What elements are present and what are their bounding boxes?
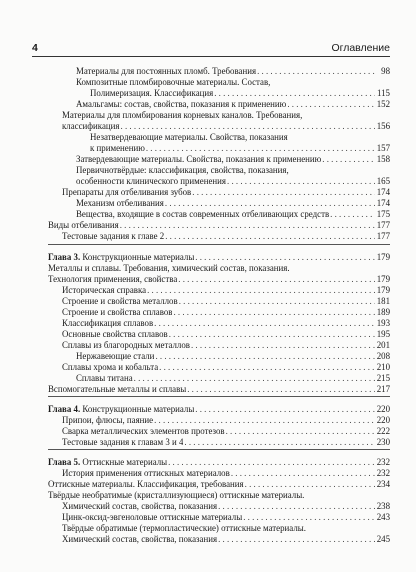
toc-entry-text: Твёрдые обратимые (термопластические) оттискные материалы. <box>62 523 306 533</box>
dot-leader <box>147 285 375 296</box>
toc-entry-text: Строение и свойства металлов <box>62 296 178 306</box>
toc-page-number: 165 <box>376 176 390 186</box>
toc-page-number: 232 <box>376 457 390 467</box>
toc-entry-title <box>48 220 119 231</box>
toc-entry-text: Химический состав, свойства, показания <box>62 501 218 511</box>
toc-entry-text: Твёрдые необратимые (кристаллизующиеся) оттискные материалы. <box>48 490 305 500</box>
toc-entry[interactable] <box>48 384 390 395</box>
toc-entry[interactable] <box>76 209 390 220</box>
toc-entry[interactable] <box>62 329 390 340</box>
toc-entry-title <box>62 329 168 340</box>
dot-leader <box>120 220 375 231</box>
dot-leader <box>227 176 375 187</box>
toc-entry-text: Историческая справка <box>62 285 147 295</box>
toc-entry-text: Препараты для отбеливания зубов <box>62 187 192 197</box>
toc-entry[interactable] <box>62 121 390 132</box>
toc-page-number: 230 <box>376 437 390 447</box>
toc-page-number: 174 <box>376 187 390 197</box>
toc-entry[interactable] <box>76 351 390 362</box>
toc-chapter-entry[interactable] <box>48 404 390 415</box>
dot-leader <box>178 274 375 285</box>
toc-entry-text: Припои, флюсы, паяние <box>62 415 154 425</box>
toc-entry-title <box>62 501 217 512</box>
toc-entry-title <box>48 384 186 395</box>
toc-entry[interactable] <box>62 340 390 351</box>
toc-entry-text: Цинк-оксид-эвгеноловые оттискные материалы <box>62 512 243 522</box>
dot-leader <box>245 479 375 490</box>
toc-entry-title <box>76 66 256 77</box>
toc-entry-text: Конструкционные материалы <box>82 252 195 262</box>
toc-entry[interactable] <box>62 501 390 512</box>
toc-entry[interactable] <box>76 176 390 187</box>
toc-page-number: 220 <box>376 415 390 425</box>
toc-entry[interactable] <box>62 523 306 534</box>
toc-page-number: 98 <box>381 66 390 76</box>
toc-entry-title <box>48 457 167 468</box>
toc-entry-title <box>76 176 226 187</box>
dot-leader <box>146 143 375 154</box>
toc-entry[interactable] <box>62 110 302 121</box>
toc-page-number: 181 <box>376 296 390 306</box>
toc-chapter-entry[interactable] <box>48 252 390 263</box>
toc-page-number: 174 <box>376 198 390 208</box>
dot-leader <box>287 99 375 110</box>
toc-entry[interactable] <box>62 426 390 437</box>
toc-page-number: 115 <box>377 88 390 98</box>
toc-entry[interactable] <box>62 437 390 448</box>
toc-page-number: 220 <box>376 404 390 414</box>
toc-entry[interactable] <box>90 132 288 143</box>
toc-entry-text: Классификация сплавов <box>62 318 154 328</box>
toc-entry-text: Тестовые задания к главе 2 <box>62 231 165 241</box>
toc-entry-text: Технология применения, свойства <box>48 274 178 284</box>
dot-leader <box>173 307 375 318</box>
toc-entry-title <box>62 285 146 296</box>
toc-page-number: 156 <box>376 121 390 131</box>
toc-entry-title <box>62 468 230 479</box>
toc-entry-text: Виды отбеливания <box>48 220 119 230</box>
toc-entry-title <box>48 490 304 501</box>
page-number: 4 <box>32 42 38 54</box>
dot-leader <box>218 501 375 512</box>
toc-page-number: 215 <box>376 373 390 383</box>
toc-entry-title <box>62 318 153 329</box>
toc-entry-title <box>76 373 133 384</box>
toc-entry-title <box>76 154 321 165</box>
chapter-label: Глава 3. <box>48 252 81 262</box>
dot-leader <box>155 351 375 362</box>
chapter-label: Глава 5. <box>48 457 81 467</box>
toc-entry-title <box>48 252 194 263</box>
toc-entry[interactable] <box>48 490 304 501</box>
toc-entry-title <box>48 404 194 415</box>
toc-page-number: 157 <box>376 143 390 153</box>
toc-entry[interactable] <box>48 479 390 490</box>
toc-entry-text: Затвердевающие материалы. Свойства, показания к применению <box>76 154 322 164</box>
toc-entry-title <box>62 121 120 132</box>
dot-leader <box>154 318 375 329</box>
toc-entry-title <box>76 351 154 362</box>
toc-page-number: 152 <box>376 99 390 109</box>
toc-entry-text: Сплавы хрома и кобальта <box>62 362 159 372</box>
toc-entry-text: Конструкционные материалы <box>82 404 195 414</box>
toc-entry-text: Композитные пломбировочные материалы. Состав, <box>76 77 271 87</box>
toc-entry-text: Оттискные материалы. Классификация, требования <box>48 479 244 489</box>
toc-entry[interactable] <box>62 415 390 426</box>
toc-entry[interactable] <box>76 154 390 165</box>
toc-entry-title <box>76 77 270 88</box>
toc-entry[interactable] <box>76 77 270 88</box>
toc-entry-title <box>62 231 164 242</box>
header-rule <box>32 56 390 57</box>
toc-page-number: 232 <box>376 468 390 478</box>
dot-leader <box>195 404 375 415</box>
toc-entry-text: Механизм отбеливания <box>76 198 164 208</box>
toc-page-number: 234 <box>376 479 390 489</box>
dot-leader <box>231 468 375 479</box>
toc-page-number: 222 <box>376 426 390 436</box>
toc-chapter-entry[interactable] <box>48 457 390 468</box>
toc-entry-title <box>62 110 302 121</box>
toc-entry-title <box>62 340 190 351</box>
toc-entry[interactable] <box>62 231 390 242</box>
dot-leader <box>154 415 375 426</box>
toc-entry[interactable] <box>76 165 289 176</box>
toc-entry-text: Тестовые задания к главам 3 и 4 <box>62 437 184 447</box>
toc-entry-text: Сплавы титана <box>76 373 133 383</box>
toc-entry-title <box>48 263 290 274</box>
toc-entry-title <box>76 165 289 176</box>
dot-leader <box>121 121 375 132</box>
toc-entry[interactable] <box>62 362 390 373</box>
toc-entry[interactable] <box>62 296 390 307</box>
toc-entry-text: Вспомогательные металлы и сплавы <box>48 384 187 394</box>
dot-leader <box>214 88 375 99</box>
dot-leader <box>191 340 375 351</box>
toc-page-number: 175 <box>376 209 390 219</box>
toc-entry-text: Вещества, входящие в состав современных отбеливающих средств <box>76 209 330 219</box>
toc-page-number: 193 <box>376 318 390 328</box>
toc-page-number: 217 <box>376 384 390 394</box>
dot-leader <box>168 457 375 468</box>
toc-entry-title <box>62 523 306 534</box>
toc-entry[interactable] <box>62 534 390 545</box>
page-header <box>32 40 390 54</box>
toc-entry[interactable] <box>48 263 290 274</box>
dot-leader <box>226 426 375 437</box>
toc-entry-title <box>62 362 158 373</box>
toc-entry[interactable] <box>48 220 390 231</box>
toc-entry[interactable] <box>90 88 390 99</box>
toc-entry[interactable] <box>90 143 390 154</box>
dot-leader <box>330 209 375 220</box>
toc-entry[interactable] <box>76 373 390 384</box>
toc-entry-title <box>62 437 183 448</box>
toc-entry-title <box>62 307 172 318</box>
toc-entry[interactable] <box>76 99 390 110</box>
toc-page-number: 195 <box>376 329 390 339</box>
toc-entry-title <box>62 296 178 307</box>
toc-entry[interactable] <box>62 285 390 296</box>
toc-entry[interactable] <box>62 512 390 523</box>
toc-entry-text: Сварка металлических элементов протезов <box>62 426 225 436</box>
dot-leader <box>195 252 375 263</box>
toc-page-number: 245 <box>376 534 390 544</box>
toc-entry-text: особенности клинического применения <box>76 176 227 186</box>
toc-entry-title <box>90 88 213 99</box>
toc-page-number: 208 <box>376 351 390 361</box>
dot-leader <box>159 362 375 373</box>
chapter-divider <box>48 244 390 245</box>
toc-page-number: 238 <box>376 501 390 511</box>
dot-leader <box>184 437 375 448</box>
toc-entry-text: классификация <box>62 121 120 131</box>
toc-entry-text: Металлы и сплавы. Требования, химический состав, показания. <box>48 263 290 273</box>
toc-entry-text: Оттискные материалы <box>82 457 168 467</box>
toc-page-number: 179 <box>376 285 390 295</box>
toc-entry-text: Первичнотвёрдые: классификация, свойства, показания, <box>76 165 289 175</box>
toc-entry-text: к применению <box>90 143 145 153</box>
toc-entry-title <box>90 143 145 154</box>
dot-leader <box>322 154 375 165</box>
dot-leader <box>134 373 375 384</box>
toc-entry-title <box>48 479 244 490</box>
chapter-label: Глава 4. <box>48 404 81 414</box>
toc-entry-title <box>62 534 217 545</box>
toc-page-number: 189 <box>376 307 390 317</box>
toc-entry-text: Незатвердевающие материалы. Свойства, показания <box>90 132 288 142</box>
dot-leader <box>169 329 375 340</box>
toc-entry-title <box>76 99 286 110</box>
toc-entry-title <box>48 274 177 285</box>
toc-entry[interactable] <box>62 307 390 318</box>
dot-leader <box>187 384 375 395</box>
toc-entry-title <box>76 198 164 209</box>
toc-entry-title <box>62 512 242 523</box>
dot-leader <box>257 66 375 77</box>
toc-page-number: 201 <box>376 340 390 350</box>
toc-page-number: 177 <box>376 231 390 241</box>
toc-entry[interactable] <box>48 274 390 285</box>
toc-page-number: 243 <box>376 512 390 522</box>
toc-entry-text: Сплавы из благородных металлов <box>62 340 190 350</box>
toc-entry-text: Полимеризация. Классификация <box>90 88 214 98</box>
dot-leader <box>179 296 375 307</box>
toc-page-number: 179 <box>376 274 390 284</box>
toc-entry-text: Строение и свойства сплавов <box>62 307 173 317</box>
toc-entry[interactable] <box>76 66 390 77</box>
dot-leader <box>165 198 375 209</box>
toc-page-number: 177 <box>376 220 390 230</box>
dot-leader <box>192 187 375 198</box>
toc-entry-text: История применения оттискных материалов <box>62 468 230 478</box>
toc-entry-text: Основные свойства сплавов <box>62 329 168 339</box>
toc-entry-title <box>62 426 225 437</box>
toc-page-number: 210 <box>376 362 390 372</box>
toc-entry-title <box>76 209 329 220</box>
dot-leader <box>165 231 375 242</box>
toc-entry-title <box>62 187 191 198</box>
toc-entry-text: Амальгамы: состав, свойства, показания к применению <box>76 99 287 109</box>
toc-entry-title <box>62 415 153 426</box>
toc-entry-text: Материалы для пломбирования корневых каналов. Требования, <box>62 110 303 120</box>
toc-entry[interactable] <box>62 318 390 329</box>
toc-entry-title <box>90 132 288 143</box>
toc-page-number: 179 <box>376 252 390 262</box>
toc-entry[interactable] <box>62 187 390 198</box>
running-title: Оглавление <box>331 42 390 54</box>
toc-entry-text: Нержавеющие стали <box>76 351 155 361</box>
toc-entry[interactable] <box>62 468 390 479</box>
toc-entry[interactable] <box>76 198 390 209</box>
dot-leader <box>218 534 375 545</box>
dot-leader <box>243 512 375 523</box>
chapter-divider <box>48 396 390 397</box>
toc-page-number: 158 <box>376 154 390 164</box>
toc-entry-text: Химический состав, свойства, показания <box>62 534 218 544</box>
chapter-divider <box>48 449 390 450</box>
toc-entry-text: Материалы для постоянных пломб. Требования <box>76 66 257 76</box>
